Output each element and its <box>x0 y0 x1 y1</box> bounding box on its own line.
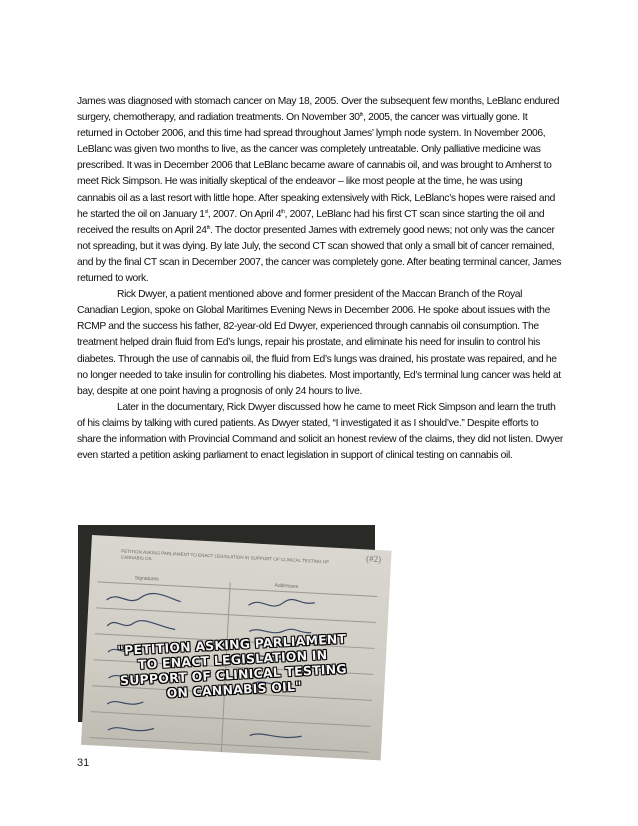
addresses-column-header: Addresses <box>274 582 299 590</box>
text-run: , 2007, LeBlanc had his first CT scan since starting the oil and received the results on April 24 <box>77 208 545 236</box>
video-caption: "PETITION ASKING PARLIAMENT TO ENACT LEGISLATION IN SUPPORT OF CLINICAL TESTING ON CANNABIS OIL" <box>117 631 348 701</box>
text-run: James was diagnosed with stomach cancer on May 18, 2005. Over the subsequent few months, LeBlanc endured surgery, chemotherapy, and radiation treatments. On November 30 <box>77 96 560 124</box>
paragraph-documentary: Later in the documentary, Rick Dwyer discussed how he came to meet Rick Simpson and learn the truth of his claims by talking with cured patients. As Dwyer stated, “I investigated it as I should’ve.” Despite efforts to share the information with Provincial Command and solicit an honest review of the claims, they did not listen. Dwyer even started a petition asking parliament to enact legislation in support of clinical testing on cannabis oil. <box>77 401 563 462</box>
paragraph-rick-dwyer: Rick Dwyer, a patient mentioned above and former president of the Maccan Branch of the Royal Canadian Legion, spoke on Global Maritimes Evening News in December 2006. He spoke about issues with the RCMP and the success his father, 82-year-old Ed Dwyer, experienced through cannabis oil consumption. The treatment helped drain fluid from Ed’s lungs, repair his prostate, and eliminate his need for insulin to control his diabetes. Through the use of cannabis oil, the fluid from Ed’s lungs was drained, his prostate was repaired, and he no longer needed to take insulin for controlling his diabetes. Most importantly, Ed’s terminal lung cancer was held at bay, despite at one point having a prognosis of only 24 hours to live. <box>77 289 561 397</box>
ordinal-suffix: th <box>281 208 285 215</box>
article-body <box>77 94 563 464</box>
signatures-column-header: Signatures <box>134 575 159 583</box>
petition-heading: PETITION ASKING PARLIAMENT TO ENACT LEGISLATION IN SUPPORT OF CLINICAL TESTING OF CANNABIS OIL <box>120 548 330 565</box>
paragraph-leblanc <box>77 94 563 287</box>
ordinal-suffix: th <box>359 112 364 119</box>
page-number: 31 <box>77 757 90 769</box>
text-run: . The doctor presented James with extremely good news; not only was the cancer not spreading, but it was dying. By late July, the second CT scan showed that only a small bit of cancer remained, and by the final CT scan in December 2007, the cancer was completely gone. After beating terminal cancer, James returned to work. <box>77 224 562 285</box>
ordinal-suffix: th <box>206 224 211 231</box>
text-run: , 2007. On April 4 <box>207 208 282 220</box>
sheet-number: (#2) <box>365 553 382 565</box>
text-run: , 2005, the cancer was virtually gone. It returned in October 2006, and this time had spread throughout James’ lymph node system. In November 2006, LeBlanc was given two months to live, as the cancer was completely untreatable. Only palliative medicine was prescribed. It was in December 2006 that LeBlanc became aware of cannabis oil, and was brought to Amherst to meet Rick Simpson. He was initially skeptical of the endeavor – like most people at the time, he was using cannabis oil as a last resort with little hope. After speaking extensively with Rick, LeBlanc’s hopes were raised and he started the oil on January 1 <box>77 112 555 220</box>
ordinal-suffix: st <box>204 208 208 215</box>
petition-photo <box>78 525 382 722</box>
